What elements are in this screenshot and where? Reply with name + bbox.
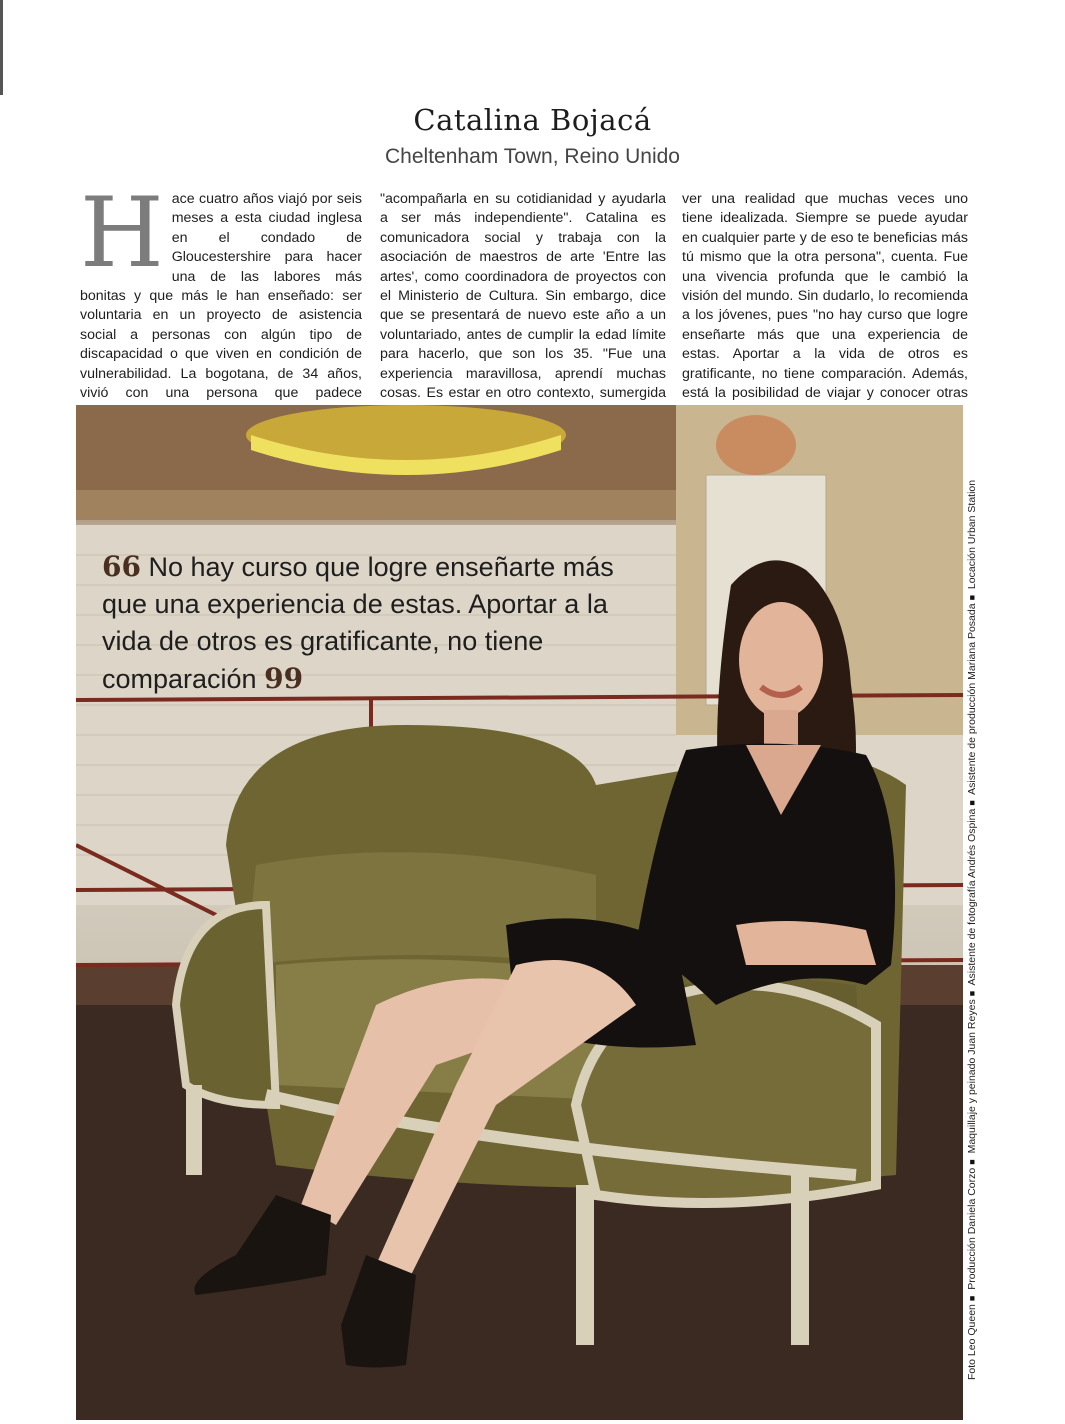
column-2-text: "acompañarla en su cotidianidad y ayudarla a ser más independiente". Catalina es comunicadora social y trabaja con la asociación de maestros de arte 'Entre las artes', como coordinadora de proyectos con el Ministerio de Cultura. Sin embargo, dice que se presentará de nuevo este año a un voluntariado, antes de cumplir la edad límite para hacerlo, que son los 35. "Fue una experiencia maravillosa, aprendí muchas cosas. Es estar en otro contexto, sumergida xyxy=(380,191,666,402)
close-quote-mark: 99 xyxy=(264,662,304,695)
article-column-2 xyxy=(380,190,666,423)
credit-item: Maquillaje y peinado Juan Reyes xyxy=(966,999,978,1154)
credit-item: Producción Daniela Corzo xyxy=(966,1167,978,1290)
photo-credits: Foto Leo Queen■ Producción Daniela Corzo■ Maquillaje y peinado Juan Reyes■ Asistente de fotografía Andrés Ospina■ Asistente de producción Mariana Posada■ Locación Urban Station xyxy=(966,479,978,1380)
article-column-1 xyxy=(80,177,362,423)
article-column-3 xyxy=(682,190,968,423)
open-quote-mark: 66 xyxy=(102,550,141,583)
column-3-text: ver una realidad que muchas veces uno tiene idealizada. Siempre se puede ayudar en cualquier parte y de eso te beneficias más tú mismo que la otra persona", cuenta. Fue una vivencia profunda que le cambió la visión del mundo. Sin dudarlo, lo recomienda a los jóvenes, pues "no hay curso que logre enseñarte más que una experiencia de estas. Aportar a la vida de otros es gratificante, no tiene comparación. Además, está la posibilidad de viajar y conocer otras xyxy=(682,191,968,402)
drop-cap: H xyxy=(80,177,164,289)
credit-item: Asistente de fotografía Andrés Ospina xyxy=(966,808,978,986)
credit-item: Foto Leo Queen xyxy=(966,1304,978,1380)
pull-quote-text: No hay curso que logre enseñarte más que una experiencia de estas. Aportar a la vida de otros es gratificante, no tiene comparación xyxy=(102,552,614,694)
article-title: Catalina Bojacá xyxy=(413,103,652,137)
credit-item: Locación Urban Station xyxy=(966,479,978,590)
article-subtitle-location: Cheltenham Town, Reino Unido xyxy=(385,145,680,168)
pull-quote xyxy=(102,548,662,698)
scan-edge-line xyxy=(0,0,3,95)
column-1-text: ace cuatro años viajó por seis meses a esta ciudad inglesa en el condado de Gloucestershire para hacer una de las labores más bonitas y que más le han enseñado: ser voluntaria en un proyecto de asistencia social a personas con algún tipo de discapacidad o que viven en condición de vulnerabilidad. La bogotana, de 34 años, vivió con una persona que padece xyxy=(80,191,362,402)
credit-item: Asistente de producción Mariana Posada xyxy=(966,603,978,795)
